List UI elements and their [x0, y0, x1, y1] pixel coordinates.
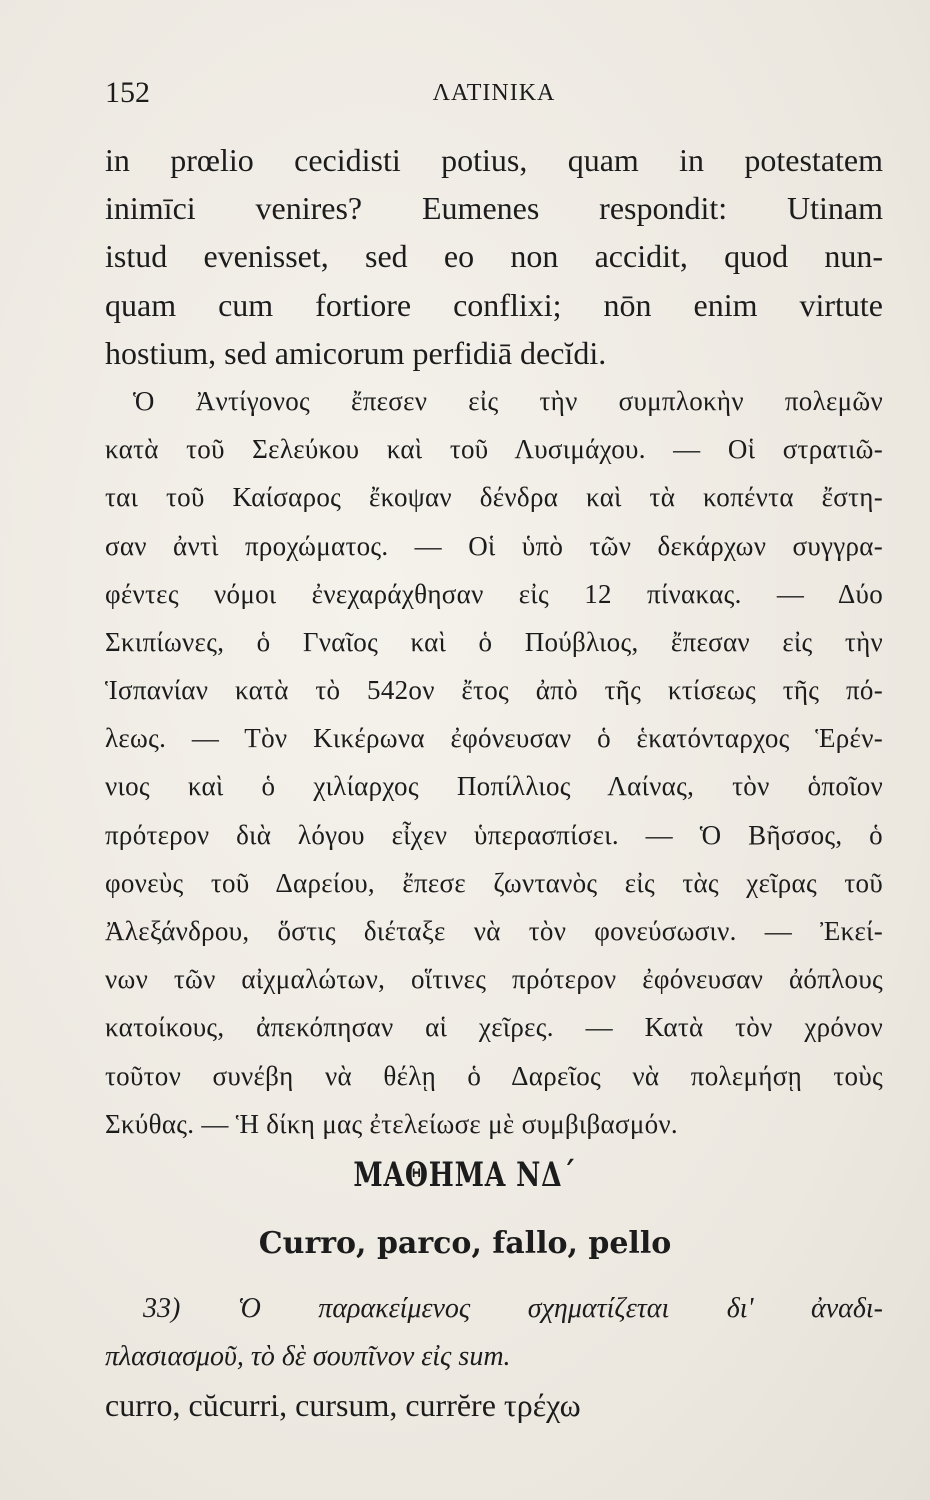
- text-line: νιος καὶ ὁ χιλίαρχος Ποπίλλιος Λαίνας, τὸν ὁποῖον: [105, 771, 883, 802]
- text-line: inimīci venires? Eumenes respondit: Utinam: [105, 190, 883, 227]
- text-line: φέντες νόμοι ἐνεχαράχθησαν εἰς 12 πίνακας. — Δύο: [105, 578, 883, 609]
- text-line: κατὰ τοῦ Σελεύκου καὶ τοῦ Λυσιμάχου. — Οἱ στρατιῶ-: [105, 434, 883, 465]
- lesson-title: ΜΑΘΗΜΑ ΝΔ΄: [353, 1155, 577, 1195]
- text-line: Σκύθας. — Ἡ δίκη μας ἐτελείωσε μὲ συμβιβασμόν.: [105, 1108, 678, 1139]
- text-line: Σκιπίωνες, ὁ Γναῖος καὶ ὁ Πούβλιος, ἔπεσαν εἰς τὴν: [105, 626, 883, 657]
- body-text: [105, 136, 883, 1148]
- text-line: λεως. — Τὸν Κικέρωνα ἐφόνευσαν ὁ ἑκατόνταρχος Ἑρέν-: [105, 723, 883, 754]
- text-line: Ἱσπανίαν κατὰ τὸ 542ον ἔτος ἀπὸ τῆς κτίσεως τῆς πό-: [105, 675, 883, 706]
- text-line: κατοίκους, ἀπεκόπησαν αἱ χεῖρες. — Κατὰ τὸν χρόνον: [105, 1012, 883, 1043]
- text-line: quam cum fortiore conflixi; nōn enim virtute: [105, 286, 883, 323]
- grammar-note-line: πλασιασμοῦ, τὸ δὲ σουπῖνον εἰς sum.: [105, 1341, 511, 1372]
- page-number: 152: [105, 76, 150, 109]
- text-line: φονεὺς τοῦ Δαρείου, ἔπεσε ζωντανὸς εἰς τὰς χεῖρας τοῦ: [105, 867, 883, 898]
- lesson-subtitle: Curro, parco, fallo, pello: [258, 1226, 672, 1261]
- text-line: σαν ἀντὶ προχώματος. — Οἱ ὑπὸ τῶν δεκάρχων συγγρα-: [105, 530, 883, 561]
- text-line: πρότερον διὰ λόγου εἶχεν ὑπερασπίσει. — Ὁ Βῆσσος, ὁ: [105, 819, 883, 850]
- text-line: in prœlio cecidisti potius, quam in potestatem: [105, 142, 883, 178]
- text-line: ται τοῦ Καίσαρος ἔκοψαν δένδρα καὶ τὰ κοπέντα ἔστη-: [105, 482, 883, 513]
- text-line: istud evenisset, sed eo non accidit, quod nun-: [105, 238, 883, 275]
- text-line: νων τῶν αἰχμαλώτων, οἵτινες πρότερον ἐφόνευσαν ἀόπλους: [105, 964, 883, 995]
- verb-principal-parts: curro, cŭcurri, cursum, currĕre τρέχω: [105, 1387, 581, 1423]
- grammar-section: [105, 1285, 883, 1429]
- running-head: ΛΑΤΙΝΙΚΑ: [432, 80, 556, 106]
- text-line: Ἀλεξάνδρου, ὅστις διέταξε νὰ τὸν φονεύσωσιν. — Ἐκεί-: [105, 916, 883, 946]
- text-line: hostium, sed amicorum perfidiā decĭdi.: [105, 334, 607, 371]
- text-line: τοῦτον συνέβη νὰ θέλῃ ὁ Δαρεῖος νὰ πολεμήσῃ τοὺς: [105, 1060, 883, 1091]
- grammar-note-line: 33) Ὁ παρακείμενος σχηματίζεται δι' ἀναδι-: [143, 1293, 883, 1324]
- text-line: Ὁ Ἀντίγονος ἔπεσεν εἰς τὴν συμπλοκὴν πολεμῶν: [133, 385, 883, 416]
- page-header: [105, 76, 883, 116]
